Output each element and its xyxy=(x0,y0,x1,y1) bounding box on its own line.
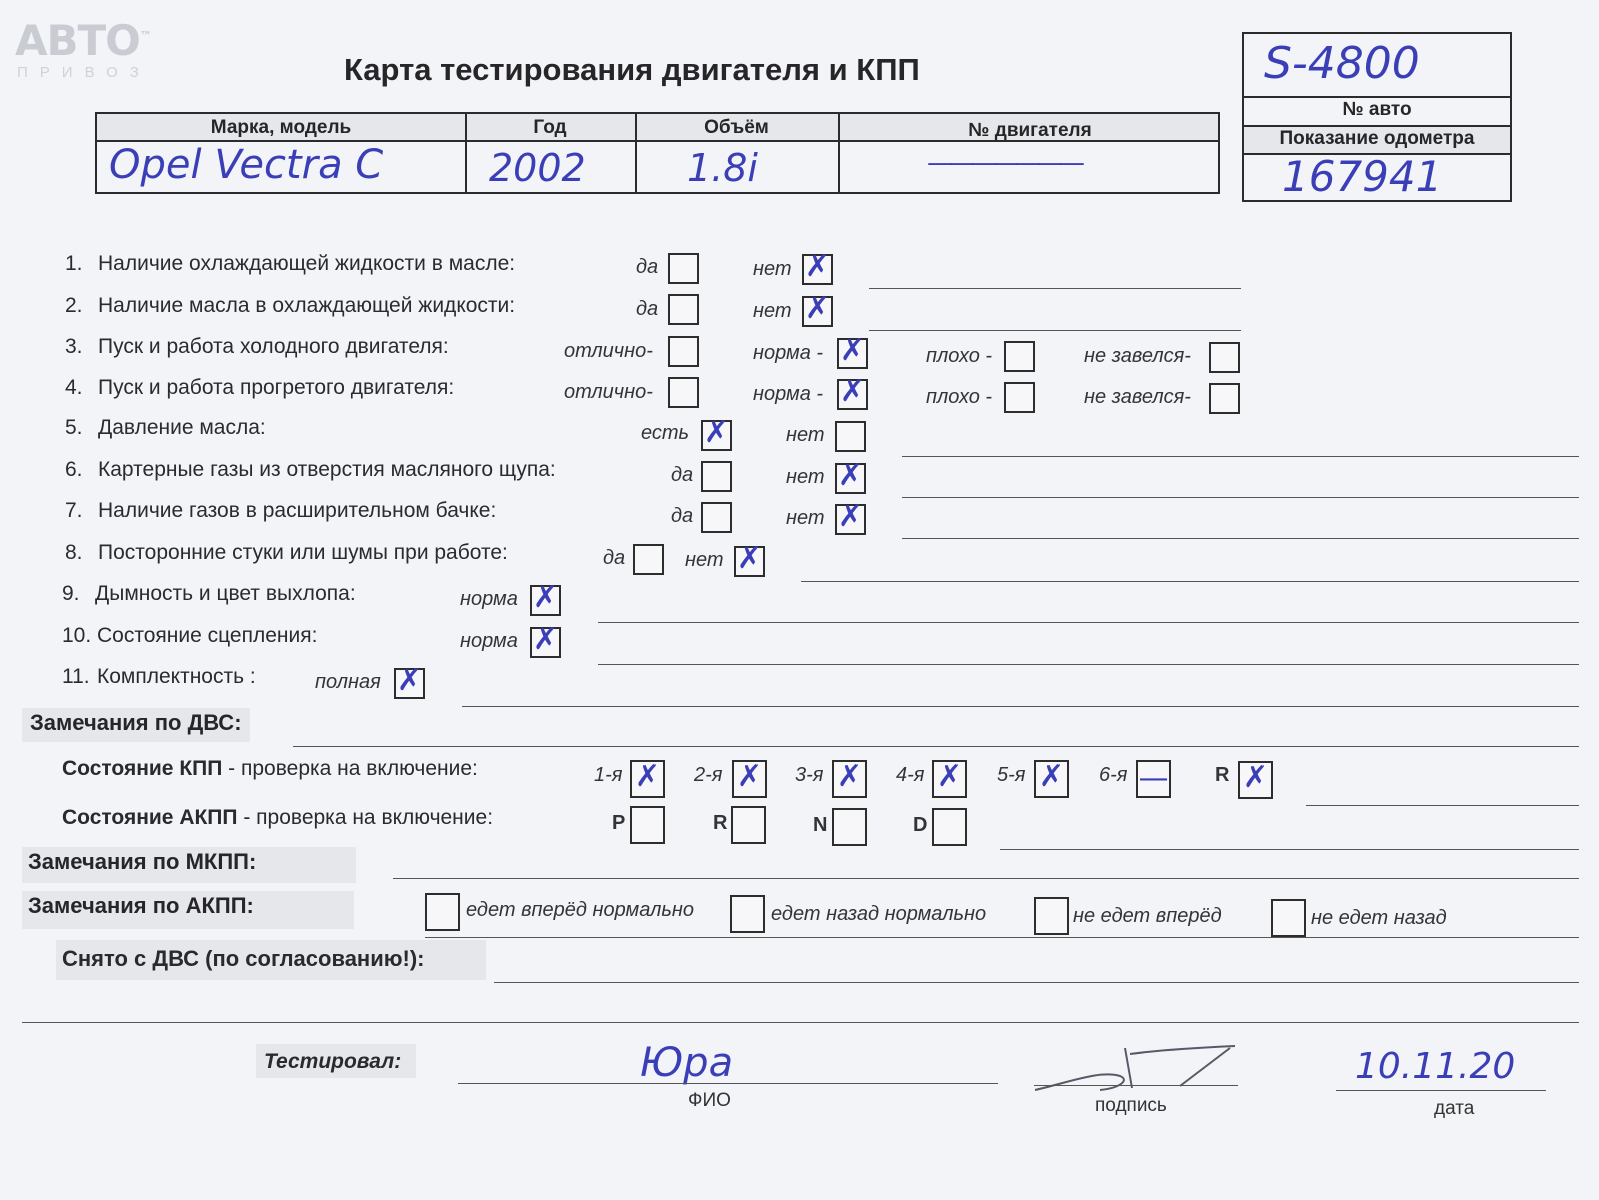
checkbox-q7-yes[interactable] xyxy=(701,502,732,533)
checkbox-q5-no[interactable] xyxy=(835,421,866,452)
car-number-box xyxy=(1242,32,1512,202)
checkbox-gear-6[interactable] xyxy=(1136,760,1171,798)
checkbox-mode-r[interactable] xyxy=(731,806,766,844)
checkbox-q4-normal[interactable] xyxy=(837,374,868,410)
check-mark: ✗ xyxy=(532,580,559,615)
checkbox-q11-complete[interactable] xyxy=(394,663,425,699)
mode-label: R xyxy=(713,812,728,834)
check-mark: ✗ xyxy=(936,759,963,794)
question-number: 1. xyxy=(65,252,83,275)
question-text: Наличие масла в охлаждающей жидкости: xyxy=(98,294,516,317)
question-text: Наличие охлаждающей жидкости в масле: xyxy=(98,252,516,275)
kpp-label xyxy=(62,757,478,781)
fio-line[interactable] xyxy=(458,1083,998,1084)
checkbox-q7-no[interactable] xyxy=(835,499,866,535)
checkbox-q4-bad[interactable] xyxy=(1004,382,1035,413)
date-label: дата xyxy=(1434,1098,1475,1119)
question-text: Дымность и цвет выхлопа: xyxy=(95,582,356,605)
checkbox-gear-2[interactable] xyxy=(732,760,767,798)
gear-label: 3-я xyxy=(795,764,824,786)
signature-label: подпись xyxy=(1095,1095,1167,1116)
question-text: Давление масла: xyxy=(98,416,266,439)
signature xyxy=(1030,1040,1240,1095)
gear-label: R xyxy=(1215,764,1230,786)
check-mark: ✗ xyxy=(736,541,763,576)
tested-label: Тестировал: xyxy=(264,1050,402,1073)
check-mark: ✗ xyxy=(703,415,730,450)
checkbox-akpp-backward-ok[interactable] xyxy=(730,895,765,933)
car-number-value: S-4800 xyxy=(1264,38,1420,89)
check-mark: ✗ xyxy=(1242,760,1269,795)
date-line[interactable] xyxy=(1336,1090,1546,1091)
checkbox-q10-normal[interactable] xyxy=(530,622,561,658)
checkbox-q4-excellent[interactable] xyxy=(668,377,699,408)
check-mark: ✗ xyxy=(1038,759,1065,794)
note-line[interactable] xyxy=(902,497,1579,498)
check-mark: ✗ xyxy=(804,291,831,326)
checkbox-q6-yes[interactable] xyxy=(701,461,732,492)
gear-label: 1-я xyxy=(594,764,623,786)
removed-line[interactable] xyxy=(494,982,1579,983)
volume-value: 1.8i xyxy=(687,146,758,190)
tester-name: Юра xyxy=(640,1040,734,1086)
option-label: да xyxy=(603,547,626,569)
question-text: Посторонние стуки или шумы при работе: xyxy=(98,541,508,564)
checkbox-akpp-no-backward[interactable] xyxy=(1271,899,1306,937)
question-text: Комплектность : xyxy=(97,665,256,688)
signature-line[interactable] xyxy=(1034,1085,1238,1086)
gear-label: 4-я xyxy=(896,764,925,786)
question-text: Картерные газы из отверстия масляного щупа: xyxy=(98,458,556,481)
option-label: да xyxy=(671,464,694,486)
checkbox-q8-no[interactable] xyxy=(734,541,765,577)
checkbox-mode-p[interactable] xyxy=(630,806,665,844)
checkbox-q2-yes[interactable] xyxy=(668,294,699,325)
option-label: нет xyxy=(786,507,825,529)
note-line[interactable] xyxy=(902,456,1579,457)
question-number: 6. xyxy=(65,458,83,481)
option-label: нет xyxy=(786,466,825,488)
logo-tm: ™ xyxy=(139,29,151,43)
question-number: 10. xyxy=(62,624,92,647)
checkbox-q3-bad[interactable] xyxy=(1004,341,1035,372)
option-label: не завелся- xyxy=(1084,386,1191,408)
remarks-mkpp-line[interactable] xyxy=(393,878,1579,879)
engine-number-value: ——————— xyxy=(927,148,1081,178)
note-line[interactable] xyxy=(598,622,1579,623)
checkbox-gear-5[interactable] xyxy=(1034,760,1069,798)
logo-subtitle: ПРИВОЗ xyxy=(17,64,151,81)
mode-label: P xyxy=(612,812,626,834)
checkbox-akpp-forward-ok[interactable] xyxy=(425,893,460,931)
option-label: да xyxy=(636,256,659,278)
checkbox-q4-no-start[interactable] xyxy=(1209,383,1240,414)
check-mark: ✗ xyxy=(839,374,866,409)
checkbox-q3-excellent[interactable] xyxy=(668,336,699,367)
checkbox-q6-no[interactable] xyxy=(835,458,866,494)
question-number: 11. xyxy=(62,665,90,688)
option-label: да xyxy=(671,505,694,527)
akpp-label xyxy=(62,806,493,830)
akpp-option-label: не едет назад xyxy=(1311,907,1447,929)
akpp-label-bold: Состояние АКПП xyxy=(62,806,238,829)
checkbox-q9-normal[interactable] xyxy=(530,580,561,616)
option-label: плохо - xyxy=(926,345,993,367)
remarks-mkpp-label: Замечания по МКПП: xyxy=(22,847,356,883)
fio-label: ФИО xyxy=(688,1090,731,1111)
kpp-note-line[interactable] xyxy=(1306,805,1579,806)
removed-label: Снято с ДВС (по согласованию!): xyxy=(62,946,425,971)
check-mark: ✗ xyxy=(736,759,763,794)
note-line[interactable] xyxy=(801,581,1579,582)
col-volume: Объём xyxy=(704,117,769,138)
checkbox-akpp-no-forward[interactable] xyxy=(1034,897,1069,935)
option-label: отлично- xyxy=(564,381,653,403)
checkbox-q3-no-start[interactable] xyxy=(1209,342,1240,373)
remarks-akpp-label: Замечания по АКПП: xyxy=(22,891,354,929)
logo-text: АВТО xyxy=(15,16,140,65)
dash-mark: — xyxy=(1138,761,1169,796)
checkbox-mode-d[interactable] xyxy=(932,808,967,846)
akpp-option-label: едет вперёд нормально xyxy=(466,899,695,921)
note-line[interactable] xyxy=(902,538,1579,539)
option-label: нет xyxy=(753,258,792,280)
note-line[interactable] xyxy=(462,706,1579,707)
make-model-value: Opel Vectra C xyxy=(109,142,384,188)
col-engine-number: № двигателя xyxy=(968,120,1092,141)
checkbox-q2-no[interactable] xyxy=(802,291,833,327)
note-line[interactable] xyxy=(598,664,1579,665)
vehicle-info-table xyxy=(95,112,1220,194)
checkbox-gear-r[interactable] xyxy=(1238,761,1273,799)
option-label: норма xyxy=(460,630,518,652)
checkbox-q1-yes[interactable] xyxy=(668,253,699,284)
check-mark: ✗ xyxy=(837,499,864,534)
question-text: Пуск и работа прогретого двигателя: xyxy=(98,376,455,399)
option-label: плохо - xyxy=(926,386,993,408)
date-value: 10.11.20 xyxy=(1355,1046,1516,1087)
extra-line[interactable] xyxy=(22,1022,1579,1023)
option-label: нет xyxy=(786,424,825,446)
checkbox-mode-n[interactable] xyxy=(832,808,867,846)
check-mark: ✗ xyxy=(837,458,864,493)
option-label: нет xyxy=(685,549,724,571)
question-text: Наличие газов в расширительном бачке: xyxy=(98,499,497,522)
checkbox-gear-4[interactable] xyxy=(932,760,967,798)
question-number: 2. xyxy=(65,294,83,317)
question-number: 7. xyxy=(65,499,83,522)
note-line[interactable] xyxy=(869,330,1241,331)
odometer-value: 167941 xyxy=(1282,152,1443,201)
option-label: да xyxy=(636,298,659,320)
akpp-note-line[interactable] xyxy=(1000,849,1579,850)
checkbox-q5-yes[interactable] xyxy=(701,415,732,451)
question-number: 4. xyxy=(65,376,83,399)
col-year: Год xyxy=(533,117,567,138)
gear-label: 2-я xyxy=(694,764,723,786)
kpp-label-bold: Состояние КПП xyxy=(62,757,223,780)
car-number-label: № авто xyxy=(1342,99,1412,120)
akpp-option-label: едет назад нормально xyxy=(771,903,987,925)
odometer-label: Показание одометра xyxy=(1279,128,1475,149)
checkbox-gear-1[interactable] xyxy=(630,760,665,798)
checkbox-q1-no[interactable] xyxy=(802,249,833,285)
option-label: норма - xyxy=(753,342,824,364)
check-mark: ✗ xyxy=(532,622,559,657)
gear-label: 6-я xyxy=(1099,764,1128,786)
check-mark: ✗ xyxy=(396,663,423,698)
option-label: есть xyxy=(641,422,690,444)
akpp-option-label: не едет вперёд xyxy=(1073,905,1222,927)
question-number: 8. xyxy=(65,541,83,564)
mode-label: D xyxy=(913,814,928,836)
check-mark: ✗ xyxy=(839,333,866,368)
question-number: 9. xyxy=(62,582,80,605)
option-label: отлично- xyxy=(564,340,653,362)
page-title: Карта тестирования двигателя и КПП xyxy=(344,52,920,87)
logo xyxy=(15,16,151,65)
kpp-label-text: - проверка на включение: xyxy=(222,757,478,780)
check-mark: ✗ xyxy=(836,759,863,794)
remarks-ice-label: Замечания по ДВС: xyxy=(22,708,250,742)
year-value: 2002 xyxy=(489,146,586,190)
remarks-akpp-line[interactable] xyxy=(425,937,1579,938)
checkbox-q8-yes[interactable] xyxy=(633,544,664,575)
question-number: 5. xyxy=(65,416,83,439)
question-number: 3. xyxy=(65,335,83,358)
gear-label: 5-я xyxy=(997,764,1026,786)
option-label: нет xyxy=(753,300,792,322)
option-label: полная xyxy=(315,671,381,693)
mode-label: N xyxy=(813,814,828,836)
question-text: Пуск и работа холодного двигателя: xyxy=(98,335,449,358)
note-line[interactable] xyxy=(869,288,1241,289)
option-label: норма - xyxy=(753,383,824,405)
check-mark: ✗ xyxy=(634,759,661,794)
checkbox-q3-normal[interactable] xyxy=(837,333,868,369)
remarks-ice-line[interactable] xyxy=(293,746,1579,747)
option-label: норма xyxy=(460,588,518,610)
question-text: Состояние сцепления: xyxy=(97,624,318,647)
akpp-label-text: - проверка на включение: xyxy=(237,806,494,829)
col-make-model: Марка, модель xyxy=(210,117,352,138)
checkbox-gear-3[interactable] xyxy=(832,760,867,798)
option-label: не завелся- xyxy=(1084,345,1191,367)
check-mark: ✗ xyxy=(804,249,831,284)
